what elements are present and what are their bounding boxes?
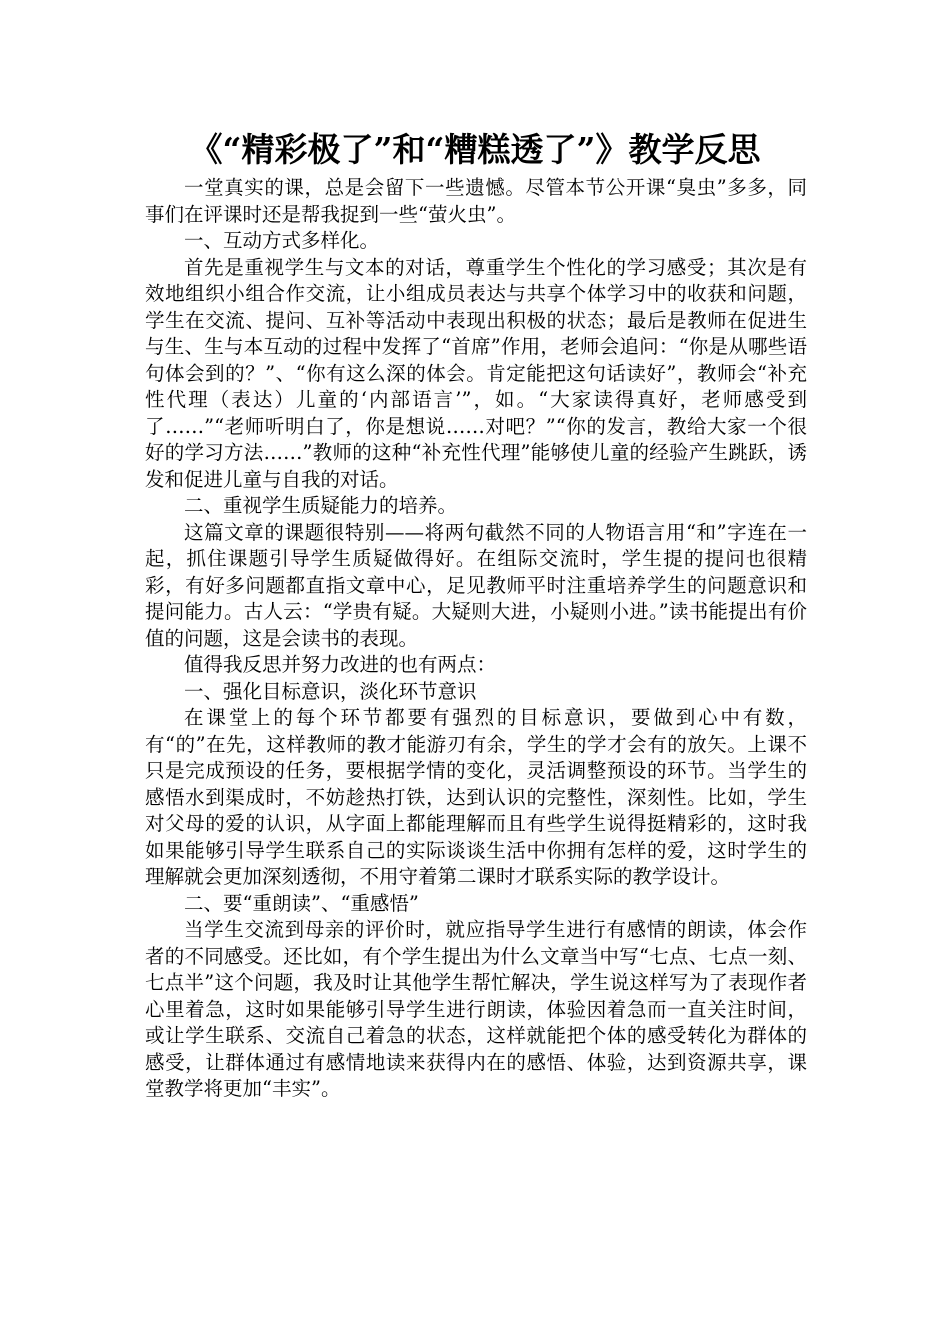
document-body (145, 175, 807, 1103)
paragraph-intro: 一堂真实的课，总是会留下一些遗憾。尽管本节公开课“臭虫”多多，同事们在评课时还是帮我捉到一些“萤火虫”。 (145, 176, 807, 226)
paragraph-goal-awareness: 在课堂上的每个环节都要有强烈的目标意识，要做到心中有数，有“的”在先，这样教师的教才能游刃有余，学生的学才会有的放矢。上课不只是完成预设的任务，要根据学情的变化，灵活调整预设的环节。当学生的感悟水到渠成时，不妨趁热打铁，达到认识的完整性，深刻性。比如，学生对父母的爱的认识，从字面上都能理解而且有些学生说得挺精彩的，这时我如果能够引导学生联系自己的实际谈谈生活中你拥有怎样的爱，这时学生的理解就会更加深刻透彻，不用守着第二课时才联系实际的教学设计。 (145, 706, 807, 888)
paragraph-reflection-intro: 值得我反思并努力改进的也有两点： (184, 653, 497, 676)
heading-goal-awareness: 一、强化目标意识，淡化环节意识 (184, 679, 477, 703)
paragraph-interaction: 首先是重视学生与文本的对话，尊重学生个性化的学习感受；其次是有效地组织小组合作交流，让小组成员表达与共享个体学习中的收获和问题，学生在交流、提问、互补等活动中表现出积极的状态；最后是教师在促进生与生、生与本互动的过程中发挥了“首席”作用，老师会追问：“你是从哪些语句体会到的？”、“你有这么深的体会。肯定能把这句话读好”，教师会“补充性代理（表达）儿童的‘内部语言’”，如。“大家读得真好，老师感受到了……”“老师听明白了，你是想说……对吧？”“你的发言，教给大家一个很好的学习方法……”教师的这种“补充性代理”能够使儿童的经验产生跳跃，诱发和促进儿童与自我的对话。 (145, 255, 807, 491)
document-title: 《“精彩极了”和“糟糕透了”》教学反思 (189, 130, 761, 169)
paragraph-reading: 当学生交流到母亲的评价时，就应指导学生进行有感情的朗读，体会作者的不同感受。还比如，有个学生提出为什么文章当中写“七点、七点一刻、七点半”这个问题，我及时让其他学生帮忙解决，学生说这样写为了表现作者心里着急，这时如果能够引导学生进行朗读，体验因着急而一直关注时间，或让学生联系、交流自己着急的状态，这样就能把个体的感受转化为群体的感受，让群体通过有感情地读来获得内在的感悟、体验，达到资源共享，课堂教学将更加“丰实”。 (145, 918, 807, 1100)
heading-reading: 二、要“重朗读”、“重感悟” (184, 891, 419, 915)
heading-questioning: 二、重视学生质疑能力的培养。 (184, 494, 458, 517)
heading-interaction: 一、互动方式多样化。 (184, 229, 380, 252)
paragraph-questioning: 这篇文章的课题很特别——将两句截然不同的人物语言用“和”字连在一起，抓住课题引导学生质疑做得好。在组际交流时，学生提的提问也很精彩，有好多问题都直指文章中心，足见教师平时注重培养学生的问题意识和提问能力。古人云：“学贵有疑。大疑则大进，小疑则小进。”读书能提出有价值的问题，这是会读书的表现。 (145, 520, 807, 650)
